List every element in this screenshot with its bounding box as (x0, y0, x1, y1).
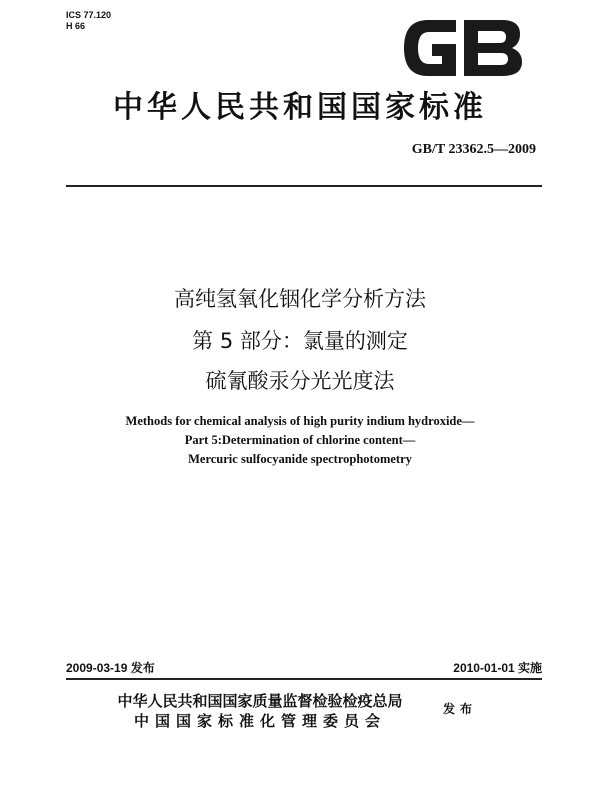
issuer-aqsiq: 中华人民共和国国家质量监督检验检疫总局 (117, 692, 403, 710)
ics-code: ICS 77.120 (66, 10, 112, 20)
issue-label: 发布 (443, 702, 478, 716)
chinese-title-line-3: 硫氰酸汞分光光度法 (205, 369, 395, 393)
chinese-title-line-1: 高纯氢氧化铟化学分析方法 (174, 287, 426, 311)
top-divider (66, 185, 542, 187)
bottom-divider (66, 678, 542, 680)
chinese-title-line-2: 第 5 部分：氯量的测定 (192, 329, 408, 353)
english-title-line-3: Mercuric sulfocyanide spectrophotometry (188, 452, 412, 466)
issue-date: 2009-03-19 发布 (66, 661, 155, 675)
gb-logo-mark (404, 20, 522, 76)
standard-number: GB/T 23362.5—2009 (411, 142, 536, 157)
ccs-code: H 66 (66, 21, 86, 31)
standard-title: 中华人民共和国国家标准 (113, 90, 487, 125)
english-title-line-1: Methods for chemical analysis of high purity indium hydroxide— (125, 414, 475, 428)
issuer-sac: 中国国家标准化管理委员会 (133, 712, 386, 730)
implementation-date: 2010-01-01 实施 (453, 661, 542, 675)
classification-codes (66, 10, 111, 32)
gb-logo-text: GB (462, 54, 464, 55)
english-title-line-2: Part 5:Determination of chlorine content— (184, 433, 416, 447)
gb-logo (398, 14, 526, 82)
